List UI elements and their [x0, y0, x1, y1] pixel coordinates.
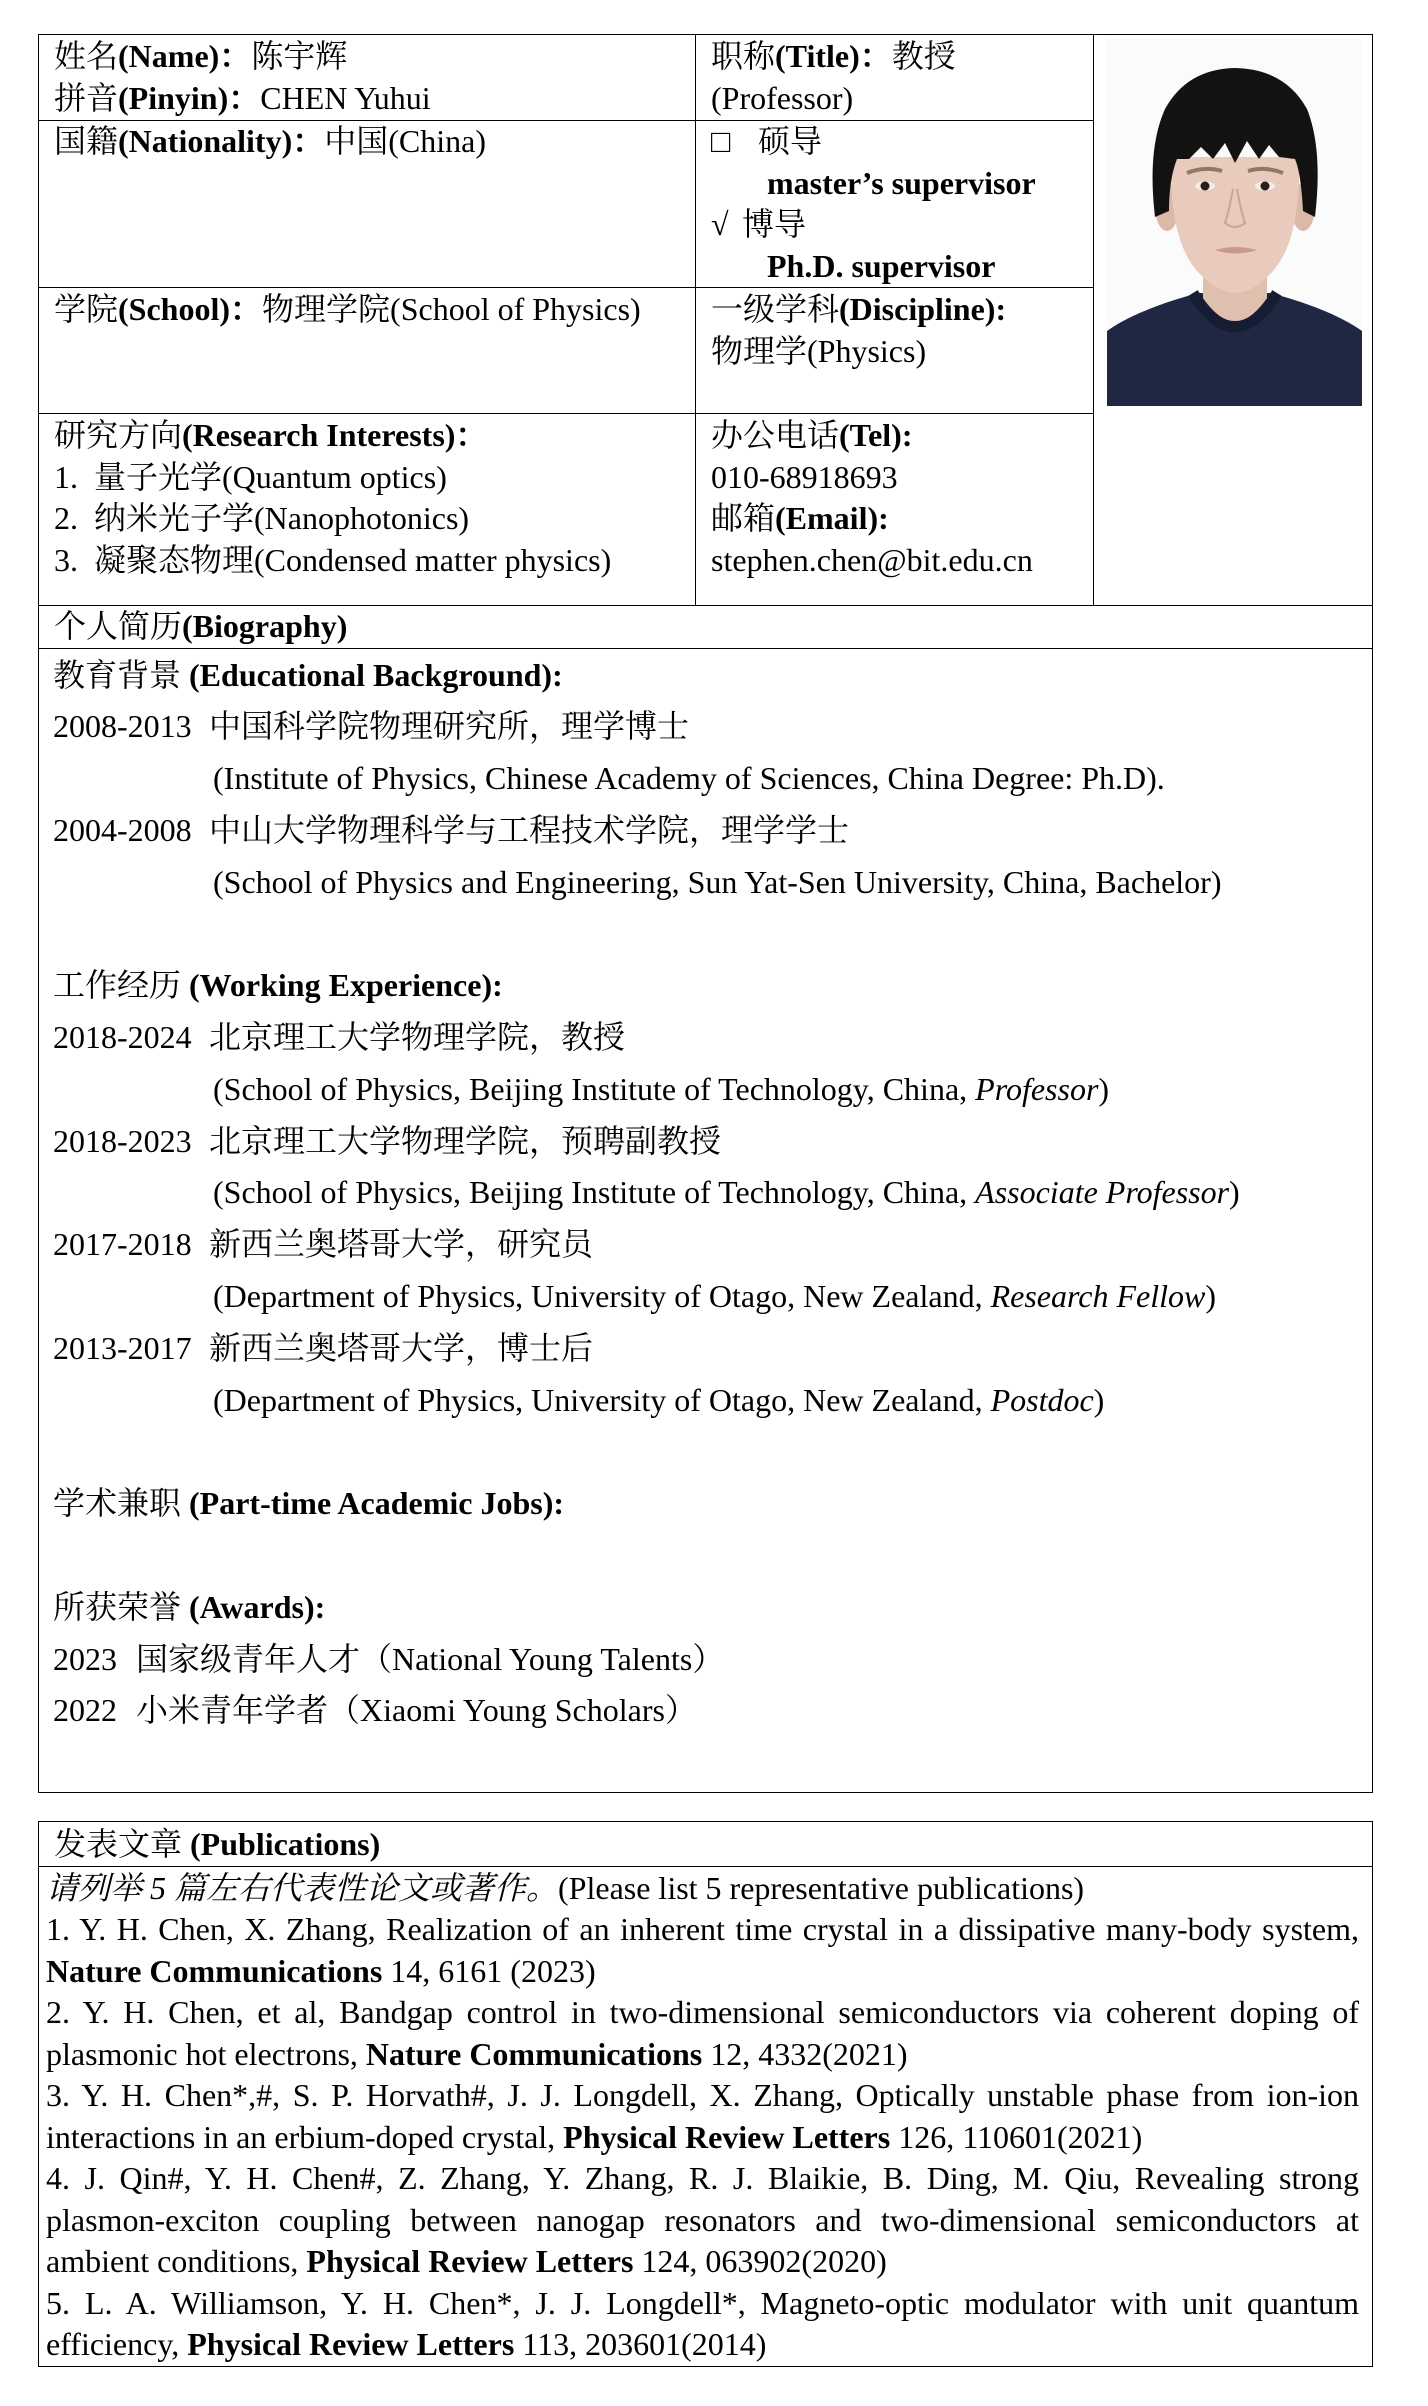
publications-header-cell [39, 1822, 1373, 1867]
award-year: 2023 [53, 1640, 117, 1677]
work-heading [53, 960, 1358, 1012]
part-time-label-en: (Part-time Academic Jobs): [189, 1485, 564, 1522]
education-years: 2004-2008 [53, 811, 192, 848]
work-years: 2018-2024 [53, 1019, 192, 1056]
blank-line [53, 1426, 1358, 1478]
publication-citation: 12, 4332(2021) [710, 2035, 908, 2072]
research-item-number: 3. [54, 541, 78, 578]
biography-header-en: (Biography) [182, 608, 348, 644]
education-cn: 中山大学物理科学与工程技术学院，理学学士 [209, 811, 850, 848]
publication-journal: Physical Review Letters [187, 2326, 515, 2362]
work-cn: 北京理工大学物理学院，教授 [209, 1019, 626, 1056]
research-item-text: 纳米光子学(Nanophotonics) [94, 500, 470, 536]
publication-item [46, 2158, 1359, 2283]
work-en-text: (Department of Physics, University of Otago, New Zealand, [213, 1381, 991, 1418]
biography-header [54, 606, 1357, 648]
publication-number: 1. [46, 1911, 70, 1947]
discipline-label-cn: 一级学科 [711, 291, 840, 327]
school-label-cn: 学院 [54, 291, 119, 327]
title-value-en: (Professor) [711, 79, 854, 116]
research-interest-item [54, 540, 680, 582]
work-en-text: (School of Physics, Beijing Institute of Technology, China, [213, 1174, 976, 1211]
email-label [711, 498, 1078, 540]
supervisor-phd-label-en-row [711, 246, 1078, 288]
row-name-title [39, 35, 1373, 121]
research-item-text: 量子光学(Quantum optics) [94, 458, 447, 495]
publication-citation: 124, 063902(2020) [641, 2243, 887, 2279]
title-label-en: (Title)： [775, 38, 892, 74]
instruction-cn: 请列举 5 篇左右代表性论文或著作。 [46, 1869, 559, 1906]
work-en-text: (School of Physics, Beijing Institute of Technology, China, [213, 1070, 976, 1107]
education-item [53, 701, 1358, 753]
school-value: 物理学院(School of Physics) [262, 291, 641, 327]
work-item [53, 1219, 1358, 1271]
publication-number: 4. [46, 2160, 70, 2196]
publications-header [54, 1824, 1357, 1866]
biography-header-cell [39, 606, 1373, 649]
publications-header-en: (Publications) [190, 1826, 381, 1862]
publication-journal: Nature Communications [365, 2035, 703, 2072]
work-en [53, 1375, 1358, 1427]
work-years: 2017-2018 [53, 1226, 192, 1263]
award-cn: 小米青年学者 [136, 1692, 329, 1729]
name-field [54, 36, 680, 78]
supervisor-master-label-cn: 硕导 [758, 123, 823, 159]
pinyin-field [54, 78, 680, 120]
research-item-number: 2. [54, 500, 78, 536]
portrait-photo [1107, 39, 1362, 406]
work-en [53, 1167, 1358, 1219]
work-years: 2018-2023 [53, 1122, 192, 1159]
nationality-value: 中国(China) [324, 123, 486, 159]
publication-text: Y. H. Chen*,#, S. P. Horvath#, J. J. Longdell, X. Zhang, Optically unstable phase from ion-ion interactions in an erbium-doped crystal, [46, 2077, 1360, 2155]
school-cell [39, 288, 696, 414]
pinyin-label-en: (Pinyin)： [118, 79, 261, 116]
row-biography-header [39, 606, 1373, 649]
work-years: 2013-2017 [53, 1329, 192, 1366]
supervisor-phd-label-en: Ph.D. supervisor [767, 247, 996, 284]
supervisor-master-label-en: master’s supervisor [767, 164, 1036, 201]
pinyin-value: CHEN Yuhui [260, 79, 431, 116]
work-en [53, 1271, 1358, 1323]
award-item [53, 1634, 1358, 1686]
instruction-en: (Please list 5 representative publications) [558, 1869, 1085, 1906]
title-field [711, 36, 1078, 78]
work-en-close: ) [1229, 1174, 1240, 1211]
education-item [53, 805, 1358, 857]
research-label-cn: 研究方向 [54, 417, 183, 453]
name-label-en: (Name)： [118, 38, 252, 74]
discipline-cell [696, 288, 1094, 414]
education-label-en: (Educational Background): [189, 656, 563, 693]
part-time-label-cn: 学术兼职 [53, 1485, 182, 1522]
portrait-illustration [1107, 39, 1362, 406]
publication-journal: Nature Communications [46, 1952, 383, 1989]
publication-text: Y. H. Chen, et al, Bandgap control in two-dimensional semiconductors via coherent doping of plasmonic hot electrons, [46, 1994, 1360, 2072]
work-en-text: (Department of Physics, University of Otago, New Zealand, [213, 1278, 991, 1315]
supervisor-cell [696, 121, 1094, 288]
supervisor-option-master [711, 121, 1078, 163]
checkmark-icon: √ [711, 206, 729, 242]
award-en: （Xiaomi Young Scholars） [328, 1692, 697, 1729]
work-item [53, 1323, 1358, 1375]
research-label-en: (Research Interests)： [182, 417, 488, 453]
work-en-close: ) [1093, 1381, 1105, 1418]
work-cn: 北京理工大学物理学院，预聘副教授 [209, 1122, 722, 1159]
education-en: (Institute of Physics, Chinese Academy of Sciences, China Degree: Ph.D). [213, 760, 1165, 797]
checkbox-unchecked-icon: □ [711, 123, 731, 159]
research-interests-cell [39, 414, 696, 606]
blank-line [53, 908, 1358, 960]
tel-label-cn: 办公电话 [711, 417, 840, 453]
research-interest-item [54, 498, 680, 540]
work-label-en: (Working Experience): [189, 967, 503, 1004]
publication-journal: Physical Review Letters [306, 2243, 634, 2279]
awards-heading [53, 1582, 1358, 1634]
publication-item [46, 2075, 1359, 2158]
discipline-value: 物理学(Physics) [711, 332, 927, 369]
work-item [53, 1116, 1358, 1168]
award-cn: 国家级青年人才 [136, 1640, 361, 1677]
award-item [53, 1685, 1358, 1737]
education-cn: 中国科学院物理研究所，理学博士 [209, 708, 690, 745]
work-role: Associate Professor [975, 1174, 1230, 1211]
title-value: 教授 [891, 38, 956, 74]
work-item [53, 1012, 1358, 1064]
education-heading [53, 650, 1358, 702]
work-role: Research Fellow [990, 1278, 1206, 1315]
publication-journal: Physical Review Letters [563, 2118, 891, 2155]
biography-content-cell [39, 648, 1373, 1792]
nationality-field [54, 121, 680, 163]
work-cn: 新西兰奥塔哥大学，博士后 [209, 1329, 594, 1366]
research-item-number: 1. [54, 458, 78, 495]
pinyin-label-cn: 拼音 [54, 79, 119, 116]
education-years: 2008-2013 [53, 708, 192, 745]
research-interest-item [54, 457, 680, 499]
awards-label-cn: 所获荣誉 [53, 1588, 182, 1625]
discipline-label [711, 289, 1078, 331]
publications-table [38, 1821, 1373, 2367]
row-biography-content [39, 648, 1373, 1792]
part-time-heading [53, 1478, 1358, 1530]
email-label-cn: 邮箱 [711, 500, 776, 536]
publication-citation: 14, 6161 (2023) [390, 1952, 596, 1989]
email-value: stephen.chen@bit.edu.cn [711, 541, 1033, 578]
publication-item [46, 1909, 1359, 1992]
nationality-cell [39, 121, 696, 288]
name-label-cn: 姓名 [54, 38, 119, 74]
work-role: Postdoc [990, 1381, 1094, 1418]
profile-table [38, 34, 1373, 1793]
title-cell [696, 35, 1094, 121]
name-cell [39, 35, 696, 121]
supervisor-option-phd [711, 204, 1078, 246]
publication-number: 2. [46, 1994, 70, 2030]
education-label-cn: 教育背景 [53, 656, 182, 693]
publication-text: Y. H. Chen, X. Zhang, Realization of an inherent time crystal in a dissipative many-body system, [79, 1911, 1360, 1947]
research-item-text: 凝聚态物理(Condensed matter physics) [94, 541, 612, 578]
blank-line [53, 1530, 1358, 1582]
nationality-label-cn: 国籍 [54, 123, 119, 159]
publication-citation: 113, 203601(2014) [522, 2326, 767, 2362]
publication-text: L. A. Williamson, Y. H. Chen*, J. J. Longdell*, Magneto-optic modulator with unit quantum efficiency, [46, 2284, 1360, 2362]
supervisor-master-label-en-row [711, 163, 1078, 205]
school-label-en: (School)： [118, 291, 263, 327]
contact-cell [696, 414, 1094, 606]
photo-cell [1094, 35, 1373, 606]
awards-label-en: (Awards): [189, 1588, 326, 1625]
tel-value: 010-68918693 [711, 458, 898, 495]
email-label-en: (Email): [775, 500, 889, 536]
publication-number: 5. [46, 2284, 70, 2321]
publications-header-row [39, 1822, 1373, 1867]
work-en [53, 1064, 1358, 1116]
work-en-close: ) [1098, 1070, 1110, 1107]
publications-instruction [46, 1868, 1359, 1910]
publications-header-cn: 发表文章 [54, 1826, 183, 1862]
publications-body-row [39, 1866, 1373, 2366]
discipline-label-en: (Discipline): [839, 291, 1007, 327]
publication-number: 3. [46, 2077, 70, 2113]
nationality-label-en: (Nationality)： [118, 123, 325, 159]
education-en: (School of Physics and Engineering, Sun Yat-Sen University, China, Bachelor) [213, 863, 1222, 900]
name-value: 陈宇辉 [251, 38, 348, 74]
publication-item [46, 1992, 1359, 2075]
award-year: 2022 [53, 1692, 117, 1729]
title-label-cn: 职称 [711, 38, 776, 74]
work-en-close: ) [1205, 1278, 1216, 1315]
work-label-cn: 工作经历 [53, 967, 182, 1004]
publication-item [46, 2283, 1359, 2366]
work-cn: 新西兰奥塔哥大学，研究员 [209, 1226, 594, 1263]
tel-label-en: (Tel): [839, 417, 913, 453]
school-field [54, 289, 680, 331]
supervisor-phd-label-cn: 博导 [742, 206, 807, 242]
research-interests-label [54, 415, 680, 457]
publication-citation: 126, 110601(2021) [898, 2118, 1143, 2155]
tel-label [711, 415, 1078, 457]
biography-header-cn: 个人简历 [54, 608, 183, 644]
award-en: （National Young Talents） [360, 1640, 725, 1677]
publications-body-cell [39, 1866, 1373, 2366]
publication-text: J. Qin#, Y. H. Chen#, Z. Zhang, Y. Zhang, R. J. Blaikie, B. Ding, M. Qiu, Revealing strong plasmon-exciton coupling between nanogap resonators and two-dimensional semiconductors at ambient conditions, [46, 2160, 1360, 2279]
work-role: Professor [975, 1070, 1099, 1107]
